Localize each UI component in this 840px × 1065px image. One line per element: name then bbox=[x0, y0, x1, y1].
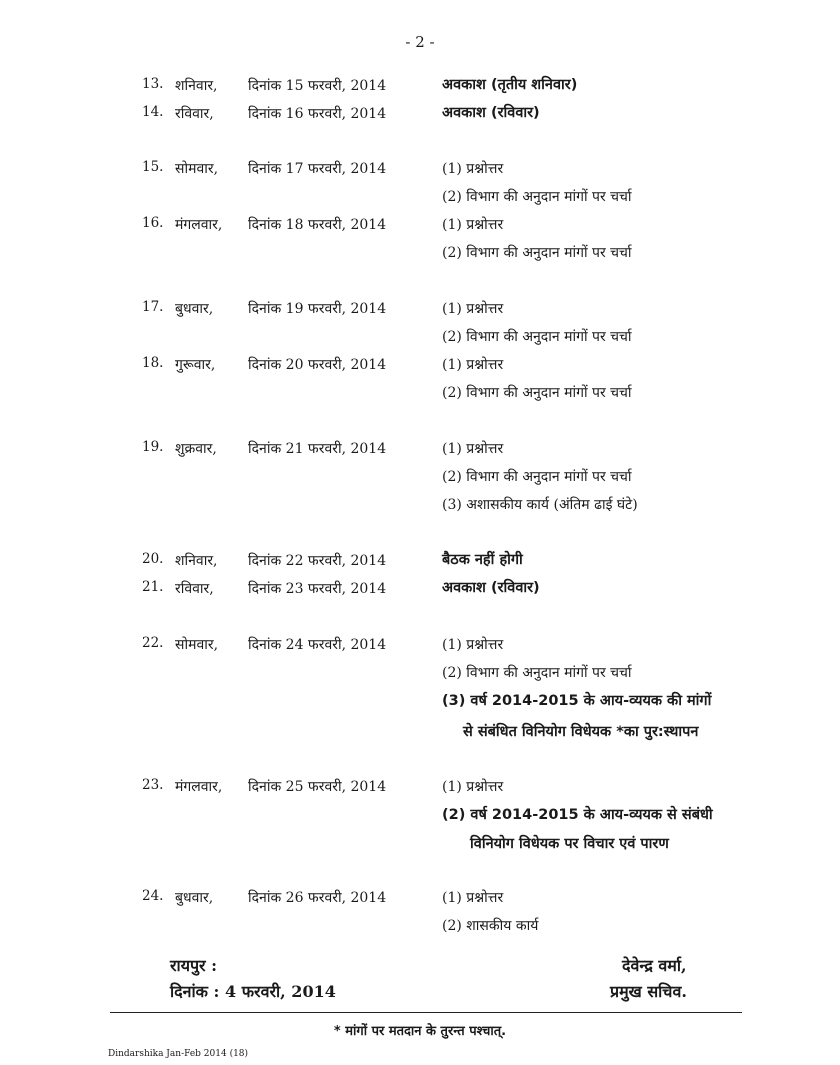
entry-day: रविवार, bbox=[175, 581, 214, 597]
entry-item-continuation: से संबंधित विनियोग विधेयक *का पुर:स्थापन bbox=[463, 724, 699, 740]
entry-item: (2) विभाग की अनुदान मांगों पर चर्चा bbox=[442, 329, 632, 345]
entry-item: बैठक नहीं होगी bbox=[442, 552, 523, 568]
entry-item: (2) विभाग की अनुदान मांगों पर चर्चा bbox=[442, 469, 632, 485]
entry-item: अवकाश (तृतीय शनिवार) bbox=[442, 77, 578, 93]
entry-item: अवकाश (रविवार) bbox=[442, 105, 540, 121]
footer-place: रायपुर : bbox=[170, 956, 218, 975]
page-number: - 2 - bbox=[405, 33, 435, 51]
entry-item: (2) विभाग की अनुदान मांगों पर चर्चा bbox=[442, 665, 632, 681]
entry-date: दिनांक 15 फरवरी, 2014 bbox=[248, 78, 387, 94]
entry-date: दिनांक 16 फरवरी, 2014 bbox=[248, 106, 387, 122]
footnote: * मांगों पर मतदान के तुरन्त पश्चात्. bbox=[333, 1024, 507, 1039]
entry-day: सोमवार, bbox=[175, 161, 219, 177]
entry-item: (2) विभाग की अनुदान मांगों पर चर्चा bbox=[442, 245, 632, 261]
entry-item: (1) प्रश्नोत्तर bbox=[442, 161, 504, 177]
entry-number: 16. bbox=[142, 215, 164, 231]
entry-item-continuation: विनियोग विधेयक पर विचार एवं पारण bbox=[470, 836, 669, 852]
entry-date: दिनांक 20 फरवरी, 2014 bbox=[248, 357, 387, 373]
footer-date: दिनांक : 4 फरवरी, 2014 bbox=[170, 982, 336, 1001]
entry-item: (3) अशासकीय कार्य (अंतिम ढाई घंटे) bbox=[442, 497, 638, 513]
entry-number: 14. bbox=[142, 104, 164, 120]
entry-date: दिनांक 24 फरवरी, 2014 bbox=[248, 637, 387, 653]
entry-item: अवकाश (रविवार) bbox=[442, 580, 540, 596]
entry-date: दिनांक 26 फरवरी, 2014 bbox=[248, 890, 387, 906]
entry-date: दिनांक 19 फरवरी, 2014 bbox=[248, 301, 387, 317]
entry-number: 20. bbox=[142, 551, 164, 567]
entry-number: 22. bbox=[142, 635, 164, 651]
signatory-designation: प्रमुख सचिव. bbox=[610, 982, 687, 1001]
entry-number: 19. bbox=[142, 439, 164, 455]
entry-day: शनिवार, bbox=[175, 553, 218, 569]
signatory-name: देवेन्द्र वर्मा, bbox=[622, 956, 687, 975]
entry-number: 24. bbox=[142, 888, 164, 904]
entry-item: (1) प्रश्नोत्तर bbox=[442, 357, 504, 373]
entry-day: रविवार, bbox=[175, 106, 214, 122]
entry-item: (1) प्रश्नोत्तर bbox=[442, 441, 504, 457]
entry-number: 15. bbox=[142, 159, 164, 175]
entry-item: (1) प्रश्नोत्तर bbox=[442, 637, 504, 653]
entry-number: 21. bbox=[142, 579, 164, 595]
entry-day: बुधवार, bbox=[175, 890, 214, 906]
entry-date: दिनांक 25 फरवरी, 2014 bbox=[248, 779, 387, 795]
entry-date: दिनांक 22 फरवरी, 2014 bbox=[248, 553, 387, 569]
entry-number: 13. bbox=[142, 76, 164, 92]
entry-day: शुक्रवार, bbox=[175, 441, 217, 457]
entry-item: (1) प्रश्नोत्तर bbox=[442, 301, 504, 317]
entry-day: शनिवार, bbox=[175, 78, 218, 94]
entry-day: मंगलवार, bbox=[175, 779, 223, 795]
entry-item: (1) प्रश्नोत्तर bbox=[442, 217, 504, 233]
entry-item: (2) शासकीय कार्य bbox=[442, 918, 539, 934]
entry-date: दिनांक 23 फरवरी, 2014 bbox=[248, 581, 387, 597]
entry-item: (3) वर्ष 2014-2015 के आय-व्ययक की मांगों bbox=[442, 693, 712, 709]
imprint: Dindarshika Jan-Feb 2014 (18) bbox=[108, 1049, 249, 1059]
entry-day: सोमवार, bbox=[175, 637, 219, 653]
entry-date: दिनांक 21 फरवरी, 2014 bbox=[248, 441, 387, 457]
entry-number: 17. bbox=[142, 299, 164, 315]
entry-item: (1) प्रश्नोत्तर bbox=[442, 890, 504, 906]
entry-day: बुधवार, bbox=[175, 301, 214, 317]
footer-divider bbox=[110, 1012, 742, 1013]
entry-item: (2) वर्ष 2014-2015 के आय-व्ययक से संबंधी bbox=[442, 807, 713, 823]
entry-item: (1) प्रश्नोत्तर bbox=[442, 779, 504, 795]
entry-date: दिनांक 18 फरवरी, 2014 bbox=[248, 217, 387, 233]
entry-day: मंगलवार, bbox=[175, 217, 223, 233]
entry-number: 23. bbox=[142, 777, 164, 793]
entry-day: गुरूवार, bbox=[175, 357, 216, 373]
entry-item: (2) विभाग की अनुदान मांगों पर चर्चा bbox=[442, 189, 632, 205]
entry-number: 18. bbox=[142, 355, 164, 371]
entry-item: (2) विभाग की अनुदान मांगों पर चर्चा bbox=[442, 385, 632, 401]
entry-date: दिनांक 17 फरवरी, 2014 bbox=[248, 161, 387, 177]
